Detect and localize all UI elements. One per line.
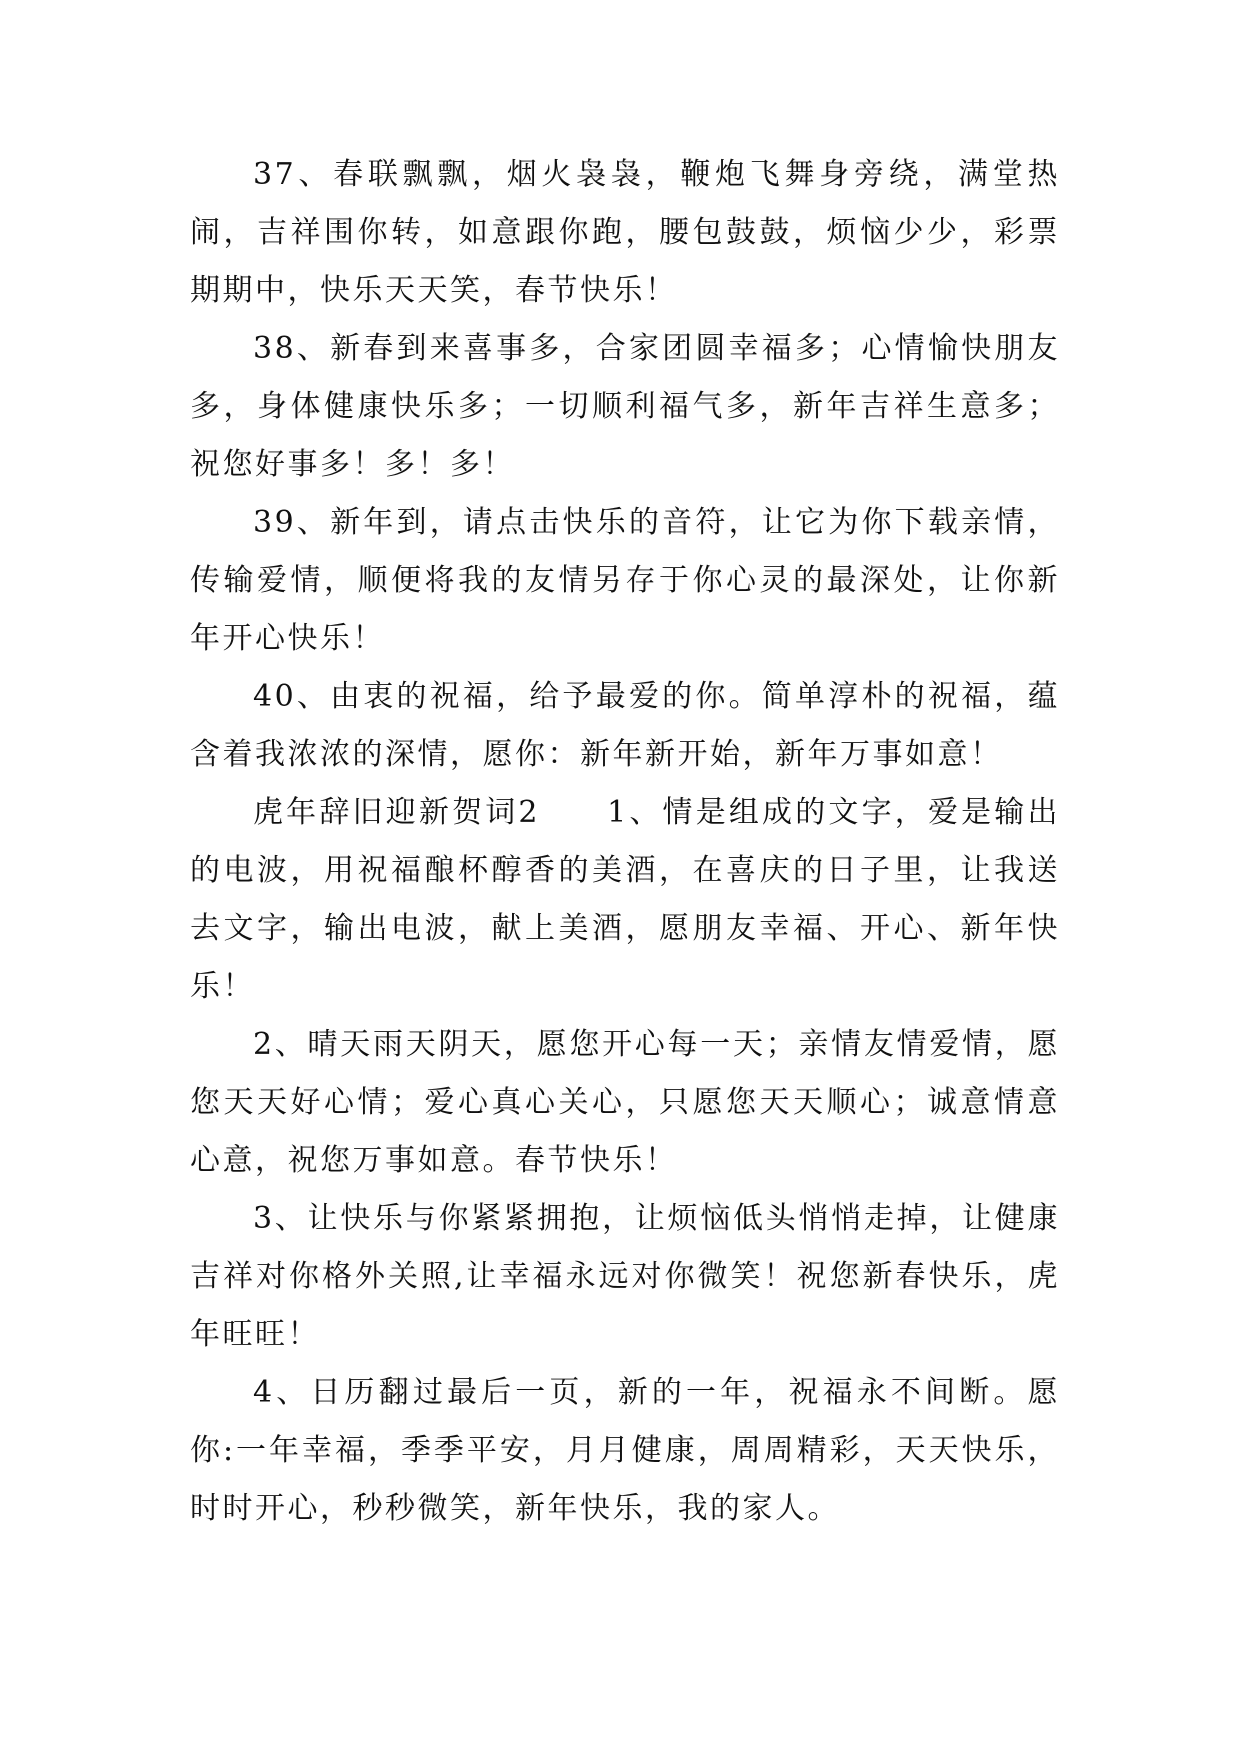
paragraph-39: 39、新年到，请点击快乐的音符，让它为你下载亲情，传输爱情，顺便将我的友情另存于你心灵的最深处，让你新年开心快乐！ xyxy=(190,505,1060,656)
paragraph-2: 2、晴天雨天阴天，愿您开心每一天；亲情友情爱情，愿您天天好心情；爱心真心关心，只愿您天天顺心；诚意情意心意，祝您万事如意。春节快乐！ xyxy=(190,1027,1060,1178)
section-heading-paragraph: 虎年辞旧迎新贺词2 1、情是组成的文字，爱是输出的电波，用祝福酿杯醇香的美酒，在喜庆的日子里，让我送去文字，输出电波，献上美酒，愿朋友幸福、开心、新年快乐！ xyxy=(190,795,1060,1004)
paragraph-38: 38、新春到来喜事多，合家团圆幸福多；心情愉快朋友多，身体健康快乐多；一切顺利福气多，新年吉祥生意多；祝您好事多！多！多！ xyxy=(190,331,1060,482)
paragraph-37: 37、春联飘飘，烟火袅袅，鞭炮飞舞身旁绕，满堂热闹，吉祥围你转，如意跟你跑，腰包鼓鼓，烦恼少少，彩票期期中，快乐天天笑，春节快乐！ xyxy=(190,157,1060,308)
paragraph-4: 4、日历翻过最后一页，新的一年，祝福永不间断。愿你:一年幸福，季季平安，月月健康，周周精彩，天天快乐，时时开心，秒秒微笑，新年快乐，我的家人。 xyxy=(190,1375,1060,1526)
document-body xyxy=(190,146,1060,1538)
paragraph-3: 3、让快乐与你紧紧拥抱，让烦恼低头悄悄走掉，让健康吉祥对你格外关照,让幸福永远对你微笑！祝您新春快乐，虎年旺旺！ xyxy=(190,1201,1060,1352)
paragraph-40: 40、由衷的祝福，给予最爱的你。简单淳朴的祝福，蕴含着我浓浓的深情，愿你：新年新开始，新年万事如意！ xyxy=(190,679,1060,772)
